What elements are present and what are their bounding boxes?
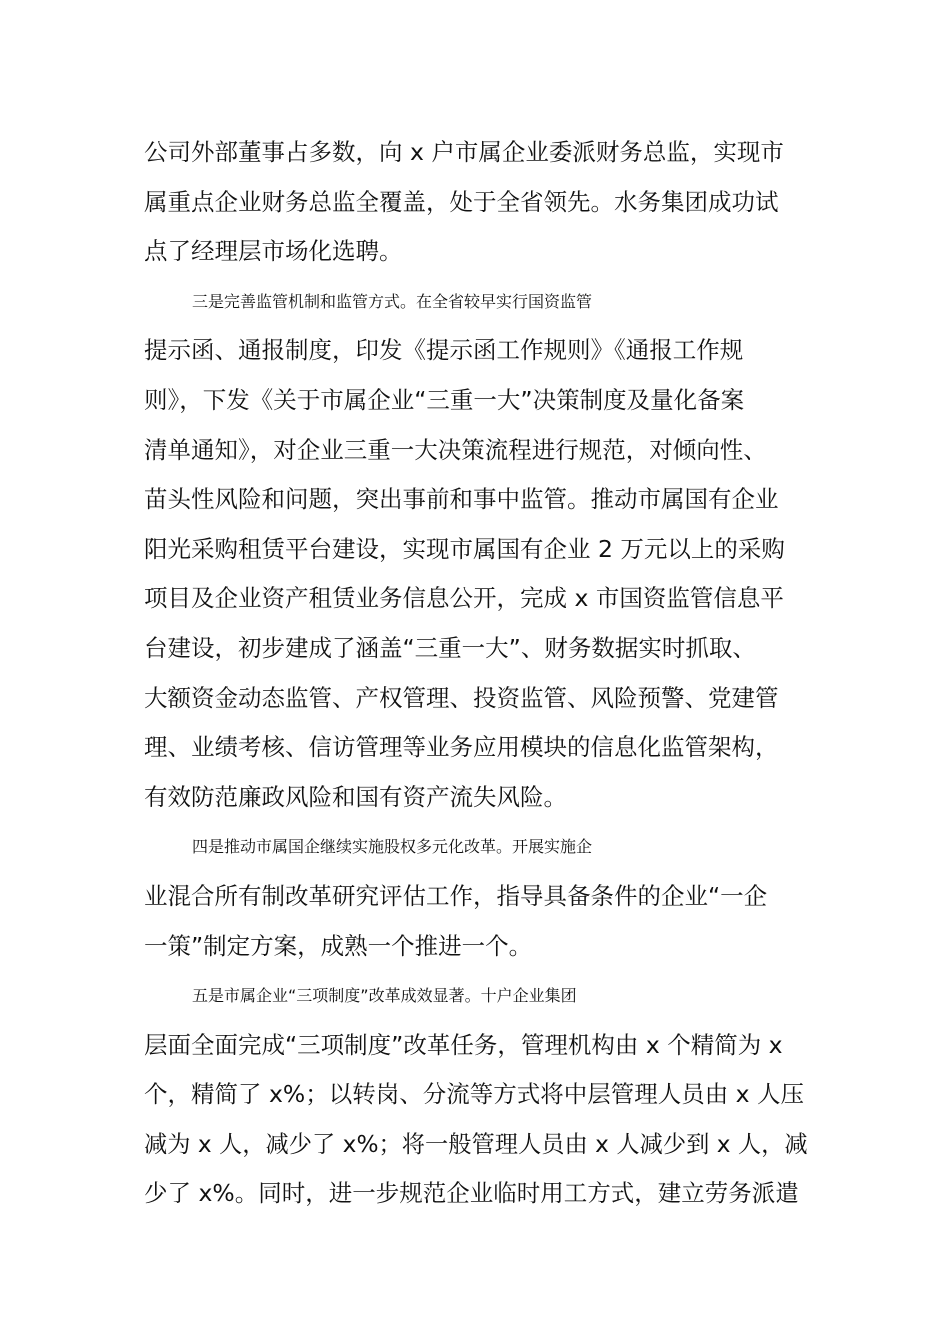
text-line: 业混合所有制改革研究评估工作，指导具备条件的企业“一企	[144, 881, 768, 910]
text-line: 阳光采购租赁平台建设，实现市属国有企业 2 万元以上的采购	[144, 534, 785, 563]
paragraph-first-line: 四是推动市属国企继续实施股权多元化改革。开展实施企	[192, 837, 593, 857]
text-line: 一策”制定方案，成熟一个推进一个。	[144, 931, 533, 960]
text-line: 公司外部董事占多数，向 x 户市属企业委派财务总监，实现市	[144, 138, 784, 166]
paragraph-first-line: 五是市属企业“三项制度”改革成效显著。十户企业集团	[192, 986, 577, 1006]
text-line: 有效防范廉政风险和国有资产流失风险。	[144, 782, 567, 811]
text-line: 苗头性风险和问题，突出事前和事中监管。推动市属国有企业	[144, 485, 779, 514]
text-line: 大额资金动态监管、产权管理、投资监管、风险预警、党建管	[144, 683, 779, 712]
text-line: 项目及企业资产租赁业务信息公开，完成 x 市国资监管信息平	[144, 584, 784, 613]
text-line: 减为 x 人，减少了 x%；将一般管理人员由 x 人减少到 x 人，减	[144, 1130, 808, 1158]
text-line: 属重点企业财务总监全覆盖，处于全省领先。水务集团成功试	[144, 187, 779, 216]
text-line: 层面全面完成“三项制度”改革任务，管理机构由 x 个精简为 x	[144, 1030, 783, 1059]
text-line: 个，精简了 x%；以转岗、分流等方式将中层管理人员由 x 人压	[144, 1080, 805, 1109]
text-line: 少了 x%。同时，进一步规范企业临时用工方式，建立劳务派遣	[144, 1179, 799, 1208]
text-line: 台建设，初步建成了涵盖“三重一大”、财务数据实时抓取、	[144, 633, 756, 662]
text-line: 点了经理层市场化选聘。	[144, 237, 403, 266]
text-line: 清单通知》，对企业三重一大决策流程进行规范，对倾向性、	[144, 435, 767, 464]
text-line: 则》，下发《关于市属企业“三重一大”决策制度及量化备案	[144, 385, 745, 414]
document-body	[144, 128, 809, 1219]
text-line: 理、业绩考核、信访管理等业务应用模块的信息化监管架构，	[144, 733, 779, 762]
text-line: 提示函、通报制度，印发《提示函工作规则》《通报工作规	[144, 336, 744, 365]
paragraph-first-line: 三是完善监管机制和监管方式。在全省较早实行国资监管	[192, 291, 593, 311]
